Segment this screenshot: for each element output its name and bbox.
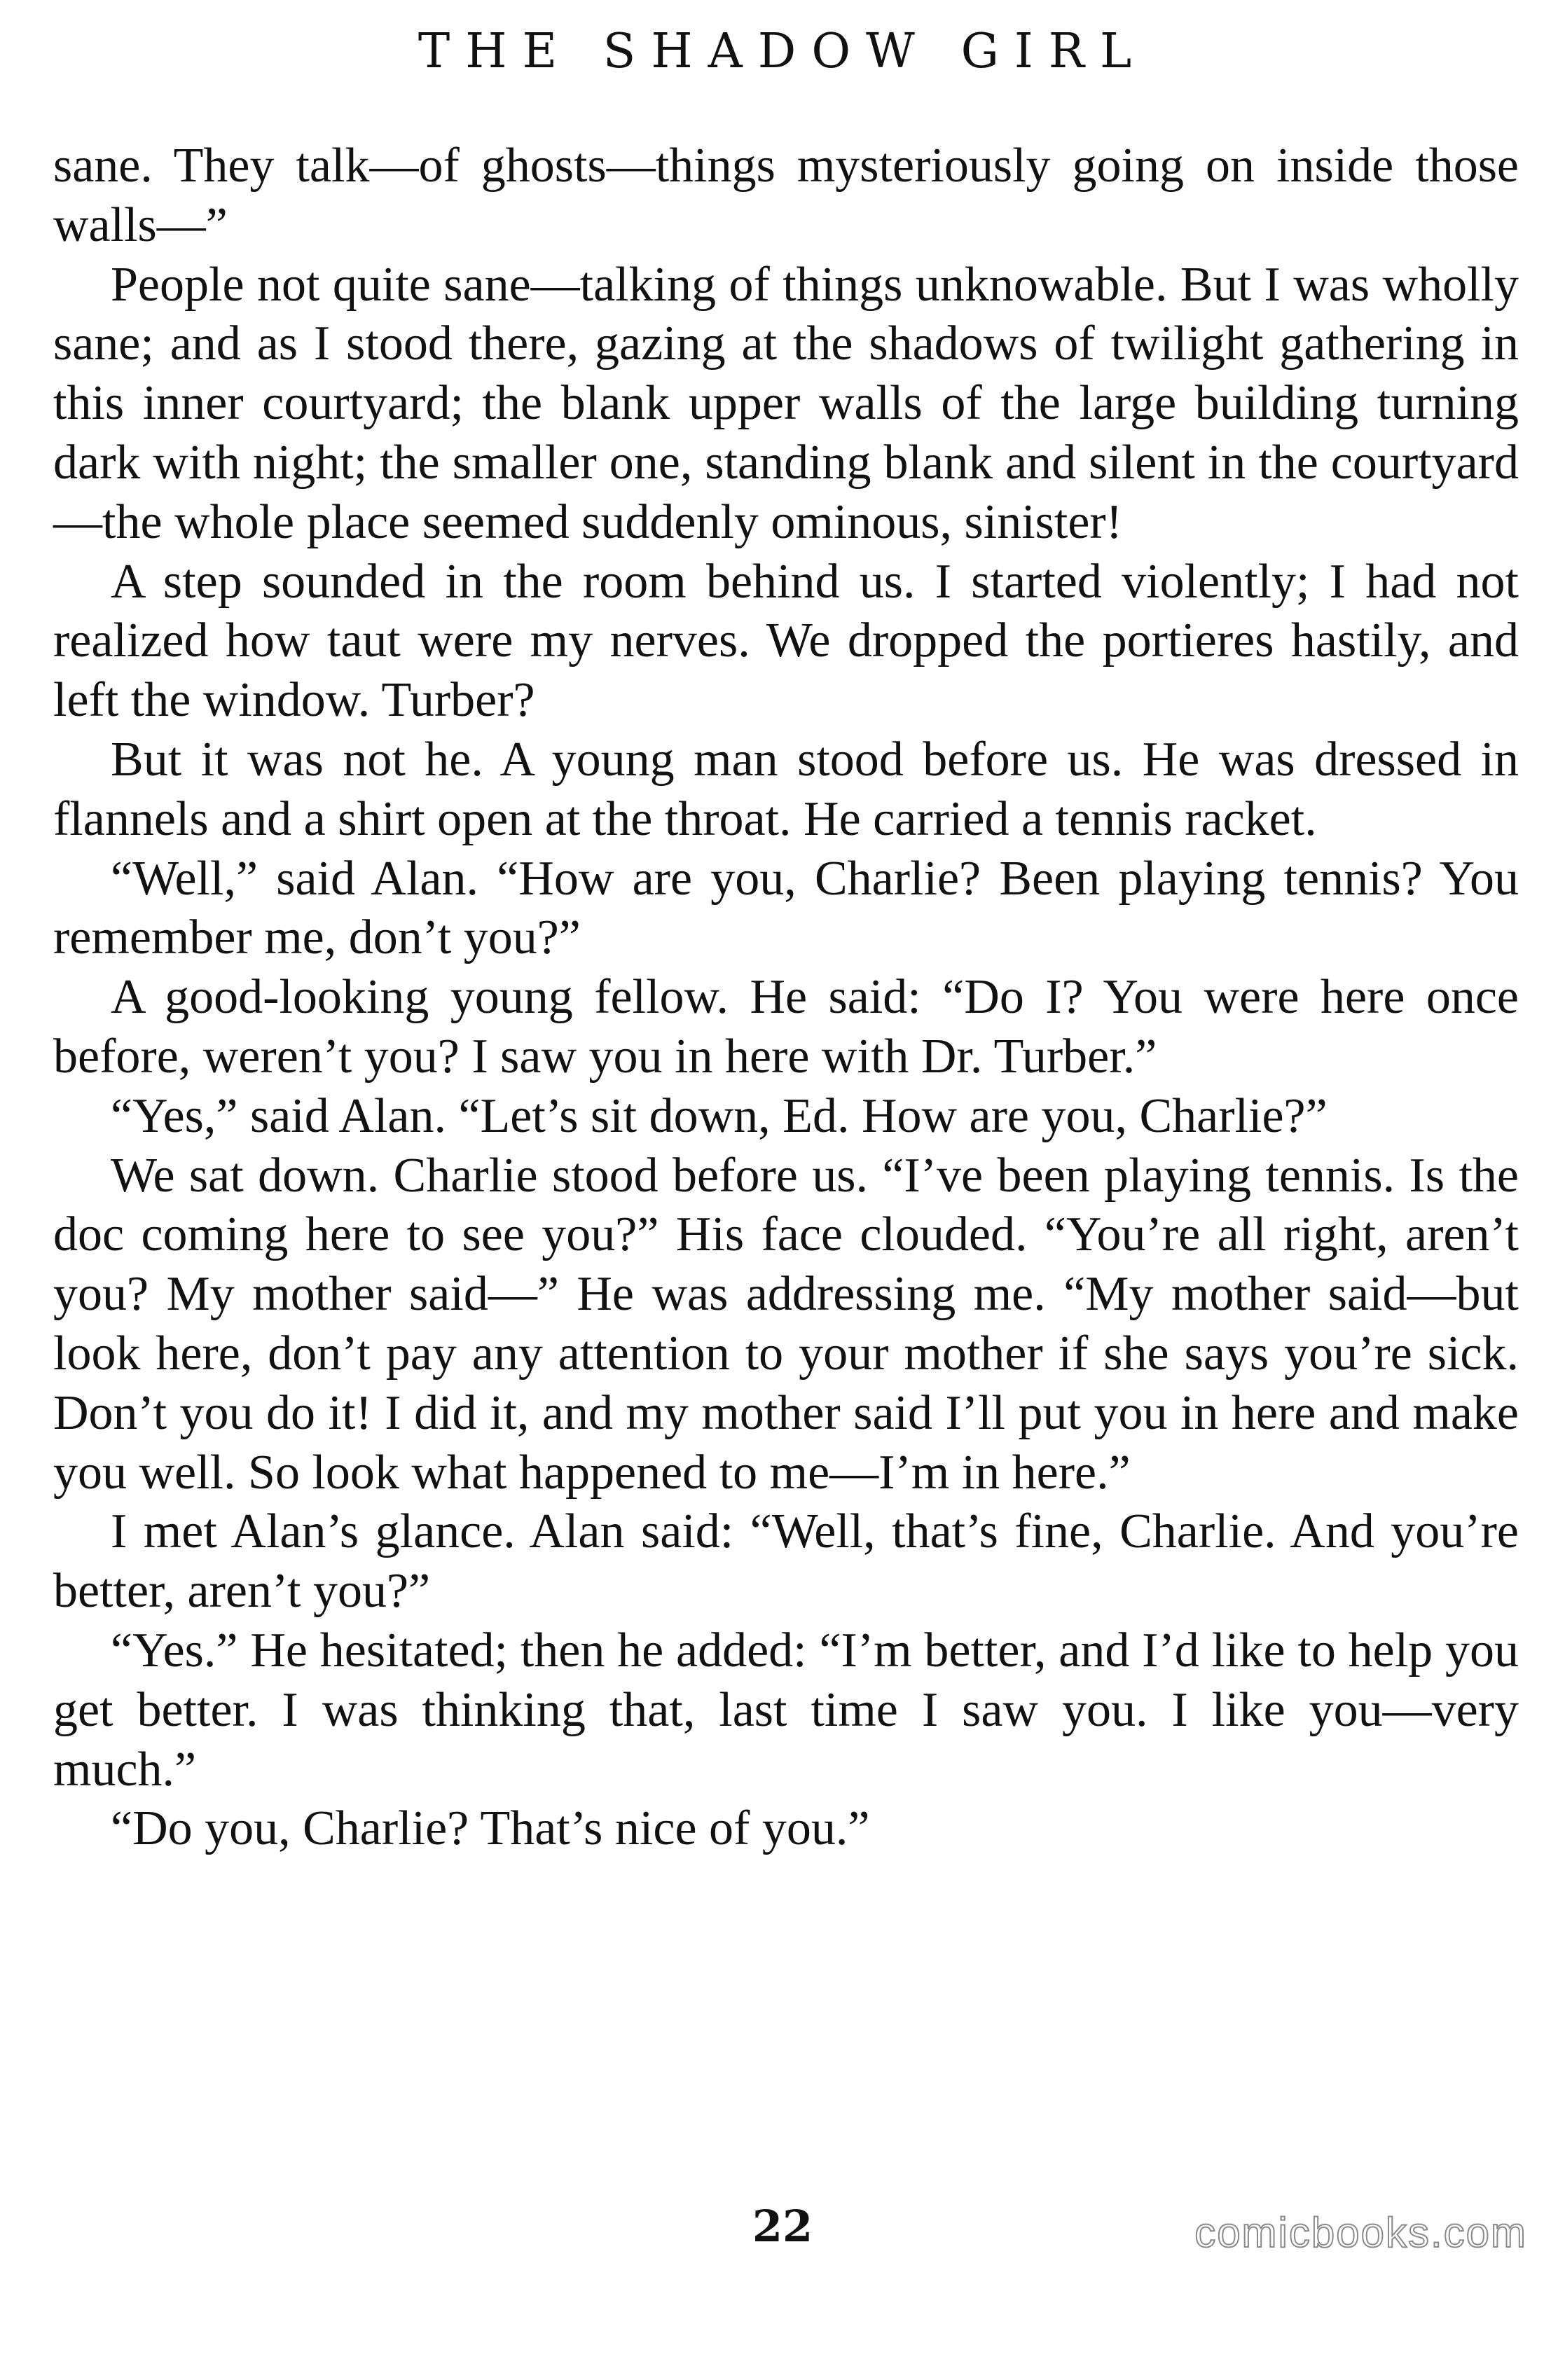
paragraph: “Yes,” said Alan. “Let’s sit down, Ed. How are you, Charlie?” [111, 1088, 1328, 1143]
paragraph: “Well,” said Alan. “How are you, Charlie? Been playing tennis? You remember me, don’t you?” [53, 851, 1519, 965]
paragraph: A good-looking young fellow. He said: “Do I? You were here once before, weren’t you? I saw you in here with Dr. Turber.” [53, 970, 1519, 1084]
body-text [53, 137, 1519, 1859]
paragraph: But it was not he. A young man stood before us. He was dressed in flannels and a shirt open at the throat. He carried a tennis racket. [53, 732, 1519, 846]
paragraph: “Do you, Charlie? That’s nice of you.” [111, 1801, 870, 1856]
paragraph: I met Alan’s glance. Alan said: “Well, that’s fine, Charlie. And you’re better, aren’t you?” [53, 1504, 1519, 1619]
page-number: 22 [752, 2201, 813, 2252]
running-head: THE SHADOW GIRL [418, 24, 1147, 79]
watermark-text: comicbooks.com [1194, 2209, 1527, 2256]
paragraph: People not quite sane—talking of things unknowable. But I was wholly sane; and as I stood there, gazing at the shadows of twilight gathering in this inner courtyard; the blank upper walls of the large building turning dark with night; the smaller one, standing blank and silent in the courtyard—the whole place seemed suddenly ominous, sinister! [53, 257, 1519, 549]
paragraph: A step sounded in the room behind us. I started violently; I had not realized how taut were my nerves. We dropped the portieres hastily, and left the window. Turber? [53, 554, 1519, 728]
paragraph: “Yes.” He hesitated; then he added: “I’m better, and I’d like to help you get better. I was thinking that, last time I saw you. I like you—very much.” [53, 1623, 1519, 1797]
paragraph: sane. They talk—of ghosts—things mysteriously going on inside those walls—” [53, 139, 1519, 252]
paragraph: We sat down. Charlie stood before us. “I’ve been playing tennis. Is the doc coming here to see you?” His face clouded. “You’re all right, aren’t you? My mother said—” He was addressing me. “My mother said—but look here, don’t pay any attention to your mother if she says you’re sick. Don’t you do it! I did it, and my mother said I’ll put you in here and make you well. So look what happened to me—I’m in here.” [53, 1148, 1519, 1500]
